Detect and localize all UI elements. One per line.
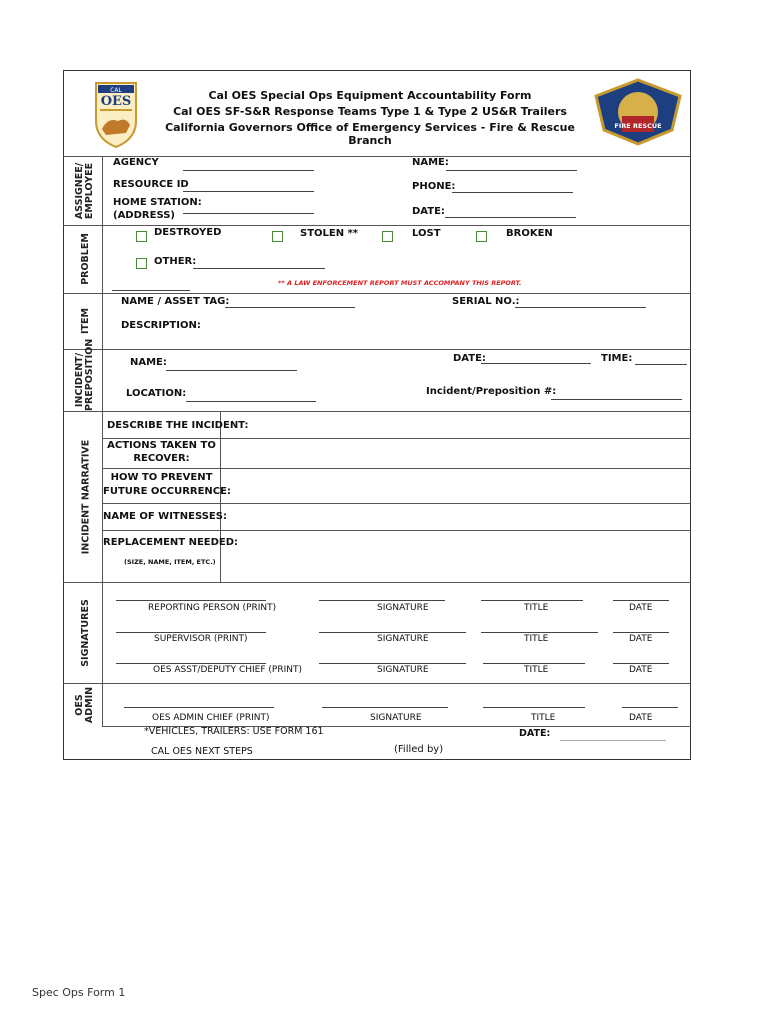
admin-signature-line[interactable] [322, 707, 448, 708]
sig-row2-title: TITLE [524, 634, 549, 644]
sig-row3-role-line[interactable] [116, 663, 266, 664]
sig-row3-title: TITLE [524, 665, 549, 675]
assignee-date-label: DATE: [412, 206, 445, 217]
prevent-label-2: FUTURE OCCURRENCE: [103, 486, 231, 497]
section-label-signatures: SIGNATURES [80, 598, 91, 667]
replacement-note: (SIZE, NAME, ITEM, ETC.) [124, 558, 216, 566]
sig-row1-signature-line[interactable] [319, 600, 445, 601]
sig-row2-signature-line[interactable] [319, 632, 466, 633]
incident-date-label: DATE: [453, 353, 486, 364]
admin-role: OES ADMIN CHIEF (PRINT) [152, 713, 270, 723]
agency-label: AGENCY [113, 157, 159, 168]
svg-text:CAL: CAL [110, 87, 122, 94]
incident-name-field[interactable] [166, 370, 297, 371]
other-label: OTHER: [154, 256, 197, 267]
agency-field[interactable] [183, 170, 314, 171]
sig-row3-role: OES ASST/DEPUTY CHIEF (PRINT) [153, 665, 302, 675]
divider-assignee [63, 225, 691, 226]
time-field[interactable] [635, 364, 687, 365]
sig-row1-date: DATE [629, 603, 653, 613]
sig-row1-role: REPORTING PERSON (PRINT) [148, 603, 277, 613]
fire-rescue-seal [592, 78, 684, 146]
section-label-oes-admin: OES ADMIN [74, 686, 95, 724]
resource-id-label: RESOURCE ID [113, 179, 189, 190]
describe-input[interactable] [221, 412, 690, 437]
location-field[interactable] [186, 401, 316, 402]
sig-row2-date-line[interactable] [613, 632, 669, 633]
sig-row3-date: DATE [629, 665, 653, 675]
resource-id-field[interactable] [183, 191, 314, 192]
oes-logo [92, 77, 140, 149]
assignee-name-field[interactable] [446, 170, 577, 171]
admin-title: TITLE [531, 713, 556, 723]
svg-text:OES: OES [100, 94, 132, 109]
phone-field[interactable] [452, 192, 573, 193]
sig-row2-title-line[interactable] [481, 632, 598, 633]
divider-narrative [63, 582, 691, 583]
sig-row3-signature: SIGNATURE [377, 665, 429, 675]
phone-label: PHONE: [412, 181, 456, 192]
form-title-line-1: Cal OES Special Ops Equipment Accountability Form [208, 89, 532, 102]
lost-checkbox[interactable] [382, 231, 393, 242]
sig-row3-signature-line[interactable] [319, 663, 466, 664]
home-station-label: HOME STATION: [113, 197, 202, 208]
witnesses-label: NAME OF WITNESSES: [103, 511, 227, 522]
actions-label-1: ACTIONS TAKEN TO [107, 440, 216, 451]
witnesses-input[interactable] [221, 504, 690, 529]
svg-text:FIRE RESCUE: FIRE RESCUE [614, 122, 662, 130]
section-label-narrative: INCIDENT NARRATIVE [80, 439, 92, 554]
actions-input[interactable] [221, 439, 690, 467]
other-field[interactable] [193, 268, 325, 269]
divider-signatures [63, 683, 691, 684]
sig-row2-signature: SIGNATURE [377, 634, 429, 644]
sig-row1-title-line[interactable] [481, 600, 583, 601]
problem-small-line [112, 290, 190, 291]
divider-item [63, 349, 691, 350]
sig-row1-title: TITLE [524, 603, 549, 613]
admin-date: DATE [629, 713, 653, 723]
sig-row1-signature: SIGNATURE [377, 603, 429, 613]
divider-problem [63, 293, 691, 294]
incident-date-field[interactable] [481, 363, 591, 364]
time-label: TIME: [601, 353, 633, 364]
stolen-checkbox[interactable] [272, 231, 283, 242]
admin-date-line[interactable] [622, 707, 678, 708]
vehicles-note: *VEHICLES, TRAILERS: USE FORM 161 [144, 726, 324, 737]
location-label: LOCATION: [126, 388, 187, 399]
stolen-label: STOLEN ** [300, 228, 359, 239]
broken-label: BROKEN [506, 228, 553, 239]
admin-date2-field[interactable] [560, 740, 666, 741]
sig-row2-date: DATE [629, 634, 653, 644]
section-label-item: ITEM [80, 308, 91, 334]
broken-checkbox[interactable] [476, 231, 487, 242]
destroyed-label: DESTROYED [154, 227, 222, 238]
section-label-problem: PROBLEM [80, 233, 91, 285]
admin-date2-label: DATE: [519, 728, 551, 739]
assignee-date-field[interactable] [445, 217, 576, 218]
sig-row2-role-line[interactable] [116, 632, 266, 633]
sig-row3-date-line[interactable] [613, 663, 669, 664]
replacement-label: REPLACEMENT NEEDED: [103, 537, 239, 548]
form-title-line-3: California Governors Office of Emergency Services - Fire & Rescue Branch [165, 121, 575, 147]
sig-row3-title-line[interactable] [483, 663, 585, 664]
section-label-assignee: ASSIGNEE/ EMPLOYEE [74, 162, 95, 219]
form-title-line-2: Cal OES SF-S&R Response Teams Type 1 & Type 2 US&R Trailers [173, 105, 567, 118]
admin-signature: SIGNATURE [370, 713, 422, 723]
sig-row1-date-line[interactable] [613, 600, 669, 601]
sig-row2-role: SUPERVISOR (PRINT) [154, 634, 248, 644]
replacement-input[interactable] [221, 531, 690, 581]
home-station-field[interactable] [183, 213, 314, 214]
asset-tag-label: NAME / ASSET TAG: [121, 296, 230, 307]
law-enforcement-note: ** A LAW ENFORCEMENT REPORT MUST ACCOMPANY THIS REPORT. [278, 279, 522, 287]
admin-role-line[interactable] [124, 707, 274, 708]
prevent-input[interactable] [221, 469, 690, 502]
serial-field[interactable] [515, 307, 646, 308]
other-checkbox[interactable] [136, 258, 147, 269]
incident-name-label: NAME: [130, 357, 167, 368]
asset-tag-field[interactable] [225, 307, 355, 308]
preposition-label: Incident/Preposition #: [426, 386, 557, 397]
lost-label: LOST [412, 228, 441, 239]
admin-title-line[interactable] [483, 707, 585, 708]
form-footer: Spec Ops Form 1 [32, 986, 126, 999]
filled-by-label: (Filled by) [394, 744, 444, 755]
destroyed-checkbox[interactable] [136, 231, 147, 242]
description-label: DESCRIPTION: [121, 320, 201, 331]
section-label-incident: INCIDENT/ PREPOSITION [74, 338, 95, 411]
actions-label-2: RECOVER: [133, 453, 190, 464]
next-steps-label: CAL OES NEXT STEPS [151, 746, 253, 757]
describe-incident-label: DESCRIBE THE INCIDENT: [107, 420, 249, 431]
preposition-field[interactable] [551, 399, 682, 400]
serial-label: SERIAL NO.: [452, 296, 520, 307]
sig-row1-role-line[interactable] [116, 600, 266, 601]
assignee-name-label: NAME: [412, 157, 449, 168]
address-label: (ADDRESS) [113, 210, 175, 221]
prevent-label-1: HOW TO PREVENT [110, 472, 213, 483]
